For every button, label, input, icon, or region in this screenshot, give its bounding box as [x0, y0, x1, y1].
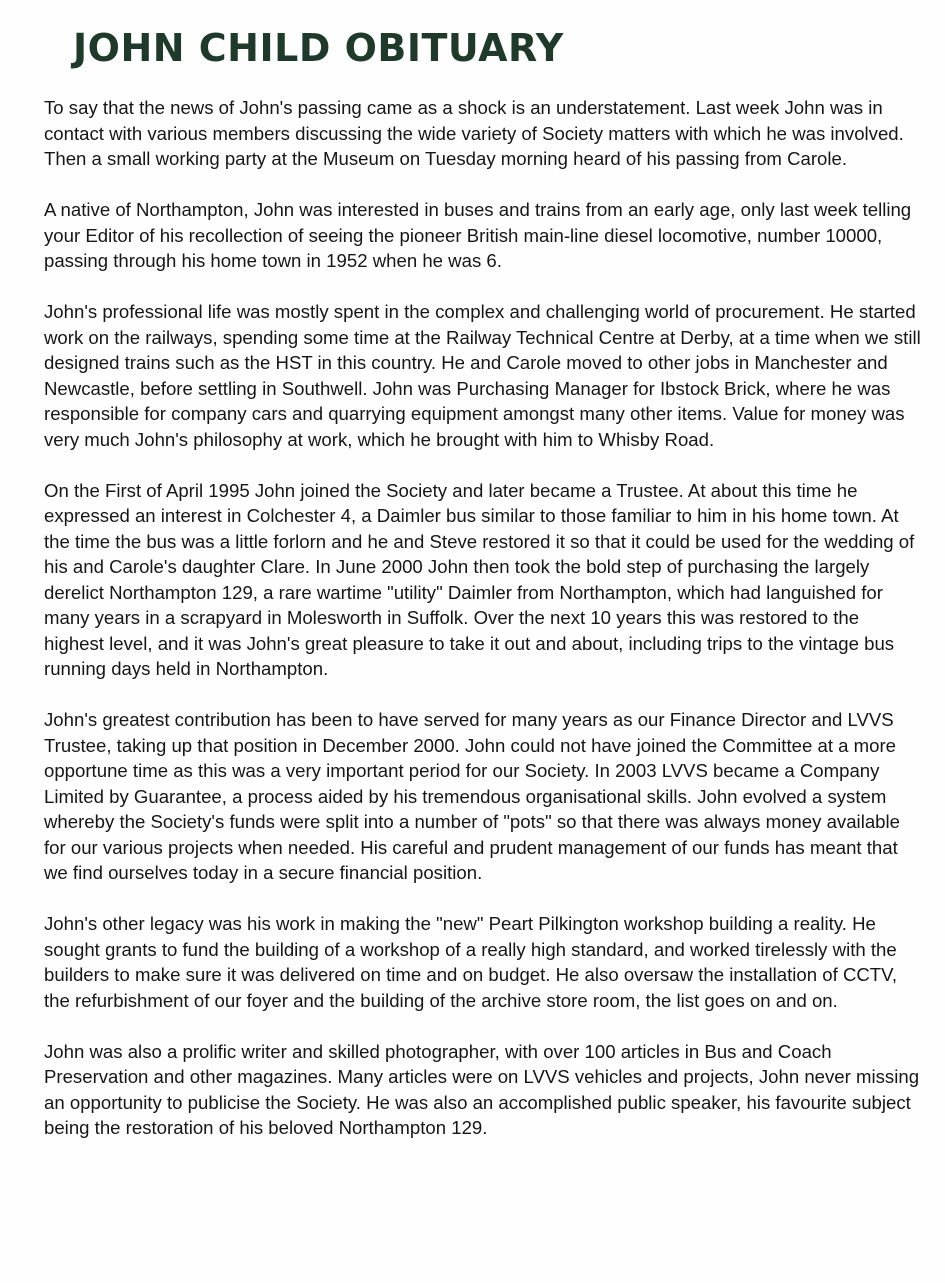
page-title: JOHN CHILD OBITUARY [73, 26, 564, 70]
obituary-body [44, 95, 924, 1166]
paragraph-workshop-legacy: John's other legacy was his work in making the "new" Peart Pilkington workshop building a reality. He sought grants to fund the building of a workshop of a really high standard, and worked tirelessly with the builders to make sure it was delivered on time and on budget. He also oversaw the installation of CCTV, the refurbishment of our foyer and the building of the archive store room, the list goes on and on. [44, 913, 898, 1011]
paragraph-native-of-northampton: A native of Northampton, John was interested in buses and trains from an early age, only last week telling your Editor of his recollection of seeing the pioneer British main-line diesel locomotive, number 10000, passing through his home town in 1952 when he was 6. [44, 199, 912, 271]
paragraph-professional-life: John's professional life was mostly spent in the complex and challenging world of procurement. He started work on the railways, spending some time at the Railway Technical Centre at Derby, at a time when we still designed trains such as the HST in this country. He and Carole moved to other jobs in Manchester and Newcastle, before settling in Southwell. John was Purchasing Manager for Ibstock Brick, where he was responsible for company cars and quarrying equipment amongst many other items. Value for money was very much John's philosophy at work, which he brought with him to Whisby Road. [44, 301, 921, 450]
paragraph-finance-director: John's greatest contribution has been to have served for many years as our Finance Director and LVVS Trustee, taking up that position in December 2000. John could not have joined the Committee at a more opportune time as this was a very important period for our Society. In 2003 LVVS became a Company Limited by Guarantee, a process aided by his tremendous organisational skills. John evolved a system whereby the Society's funds were split into a number of "pots" so that there was always money available for our various projects when needed. His careful and prudent management of our funds has meant that we find ourselves today in a secure financial position. [44, 709, 900, 883]
paragraph-writer-photographer: John was also a prolific writer and skilled photographer, with over 100 articles in Bus and Coach Preservation and other magazines. Many articles were on LVVS vehicles and projects, John never missing an opportunity to publicise the Society. He was also an accomplished public speaker, his favourite subject being the restoration of his beloved Northampton 129. [44, 1040, 920, 1138]
paragraph-joined-society: On the First of April 1995 John joined the Society and later became a Trustee. At about this time he expressed an interest in Colchester 4, a Daimler bus similar to those familiar to him in his home town. At the time the bus was a little forlorn and he and Steve restored it so that it could be used for the wedding of his and Carole's daughter Clare. In June 2000 John then took the bold step of purchasing the largely derelict Northampton 129, a rare wartime "utility" Daimler from Northampton, which had languished for many years in a scrapyard in Molesworth in Suffolk. Over the next 10 years this was restored to the highest level, and it was John's great pleasure to take it out and about, including trips to the vintage bus running days held in Northampton. [44, 479, 915, 679]
paragraph-news-of-passing: To say that the news of John's passing came as a shock is an understatement. Last week John was in contact with various members discussing the wide variety of Society matters with which he was involved. Then a small working party at the Museum on Tuesday morning heard of his passing from Carole. [44, 97, 904, 169]
